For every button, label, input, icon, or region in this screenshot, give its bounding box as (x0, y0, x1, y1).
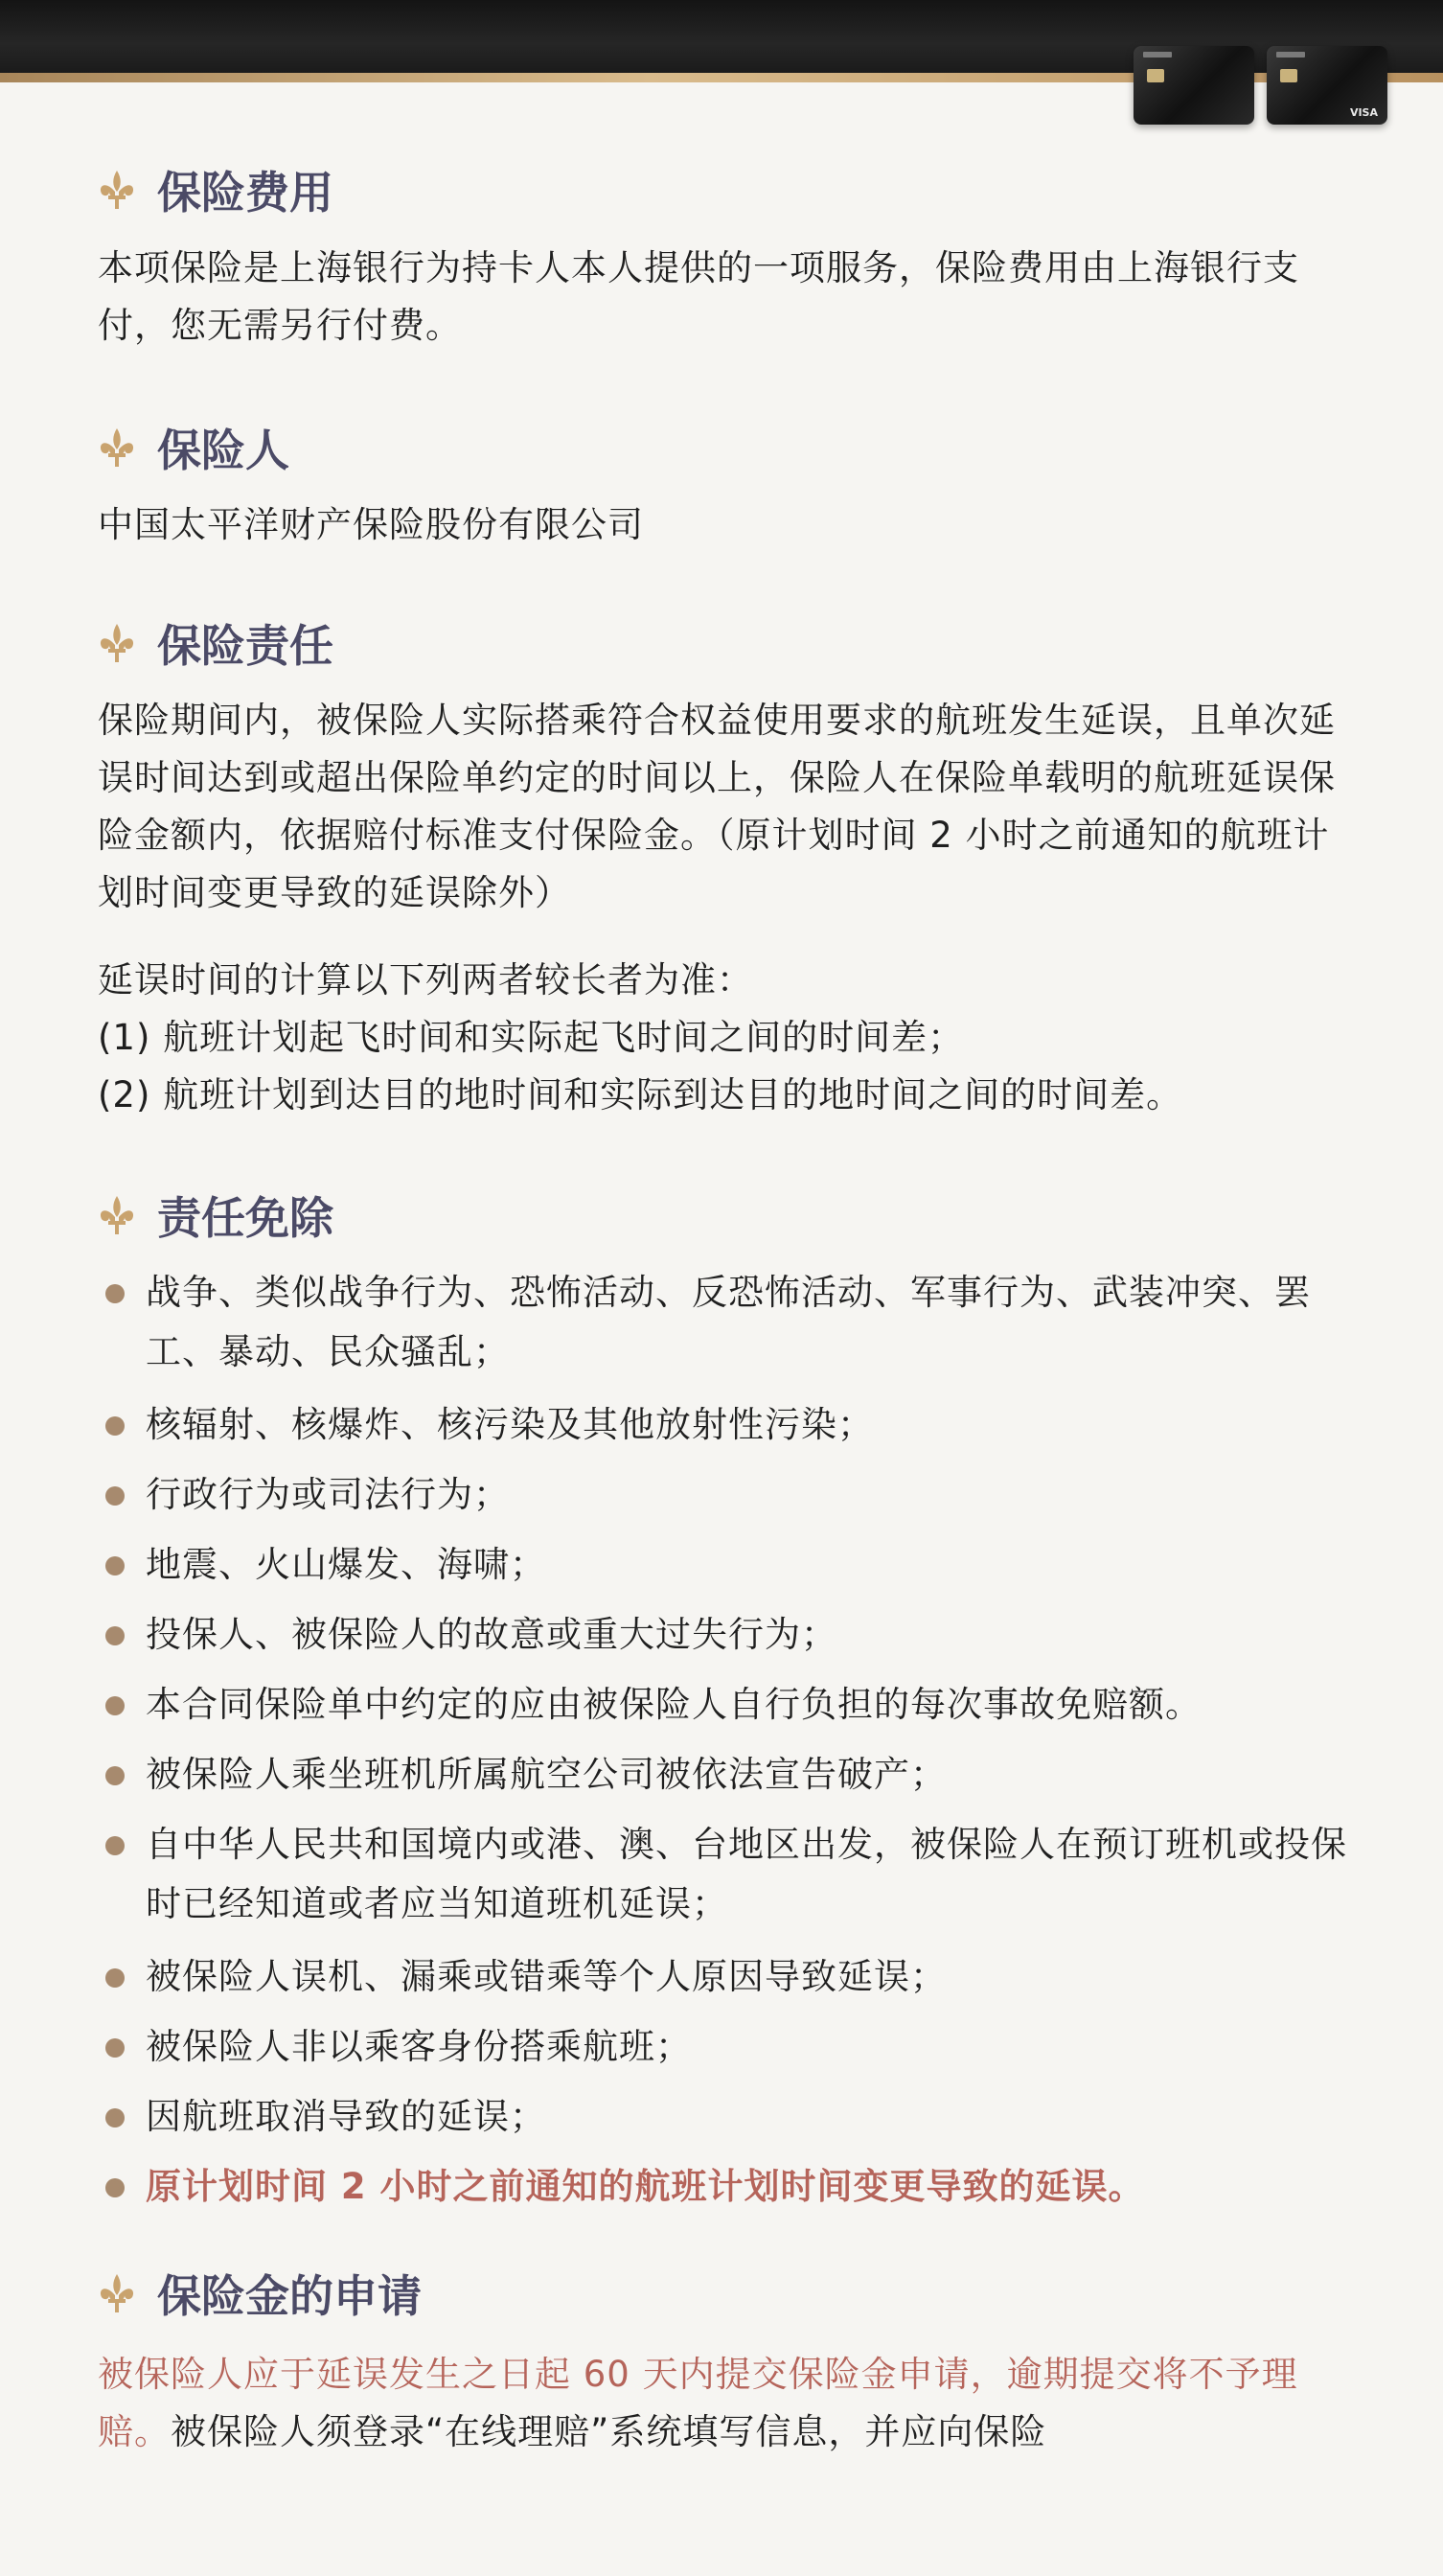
fleur-de-lis-icon (96, 1192, 138, 1238)
dot-icon (105, 1284, 125, 1303)
list-item: 被保险人非以乘客身份搭乘航班； (103, 2017, 1368, 2077)
bank-card-image-2 (1267, 46, 1387, 125)
list-item: 因航班取消导致的延误； (103, 2087, 1368, 2147)
dot-icon (105, 1556, 125, 1576)
dot-icon (105, 1626, 125, 1645)
section-title-text: 保险责任 (157, 620, 333, 672)
list-item: 行政行为或司法行为； (103, 1465, 1368, 1525)
bank-card-image-1 (1134, 46, 1254, 125)
section-title-liability (96, 611, 333, 675)
fleur-de-lis-icon (96, 167, 138, 213)
section-title-fee (96, 158, 333, 221)
claim-body-rest: 被保险人须登录“在线理赔”系统填写信息，并应向保险 (171, 2411, 1047, 2452)
list-item: 核辐射、核爆炸、核污染及其他放射性污染； (103, 1395, 1368, 1455)
liability-body: 保险期间内，被保险人实际搭乘符合权益使用要求的航班发生延误，且单次延误时间达到或超出保险单约定的时间以上，保险人在保险单载明的航班延误保险金额内，依据赔付标准支付保险金。（原计划时间 2 小时之前通知的航班计划时间变更导致的延误除外） (98, 700, 1336, 913)
claim-body-highlight: 被保险人应于延误发生之日起 60 天内提交保险金申请，逾期提交将不予理赔。 (98, 2354, 1298, 2452)
list-item: 被保险人误机、漏乘或错乘等个人原因导致延误； (103, 1947, 1368, 2007)
dot-icon (105, 1696, 125, 1715)
liability-calc-2: (2) 航班计划到达目的地时间和实际到达目的地时间之间的时间差。 (98, 1074, 1183, 1116)
list-item: 本合同保险单中约定的应由被保险人自行负担的每次事故免赔额。 (103, 1675, 1368, 1735)
dot-icon (105, 2178, 125, 2197)
section-title-text: 责任免除 (157, 1192, 333, 1244)
claim-body (98, 2346, 1363, 2461)
list-item: 被保险人乘坐班机所属航空公司被依法宣告破产； (103, 1745, 1368, 1805)
list-item: 自中华人民共和国境内或港、澳、台地区出发，被保险人在预订班机或投保时已经知道或者应当知道班机延误； (103, 1815, 1368, 1934)
dot-icon (105, 1968, 125, 1988)
dot-icon (105, 1416, 125, 1436)
dot-icon (105, 1486, 125, 1506)
fee-body: 本项保险是上海银行为持卡人本人提供的一项服务，保险费用由上海银行支付，您无需另行付费。 (98, 247, 1299, 346)
section-title-text: 保险人 (157, 425, 289, 476)
list-item: 原计划时间 2 小时之前通知的航班计划时间变更导致的延误。 (103, 2157, 1368, 2217)
liability-calc-1: (1) 航班计划起飞时间和实际起飞时间之间的时间差； (98, 1017, 965, 1058)
fleur-de-lis-icon (96, 620, 138, 666)
section-title-exclusions (96, 1184, 333, 1247)
dot-icon (105, 1836, 125, 1855)
section-title-text: 保险金的申请 (157, 2270, 422, 2322)
card-brand-label: VISA (1349, 106, 1378, 119)
list-item: 地震、火山爆发、海啸； (103, 1535, 1368, 1595)
liability-calc-intro: 延误时间的计算以下列两者较长者为准： (98, 959, 753, 1000)
fleur-de-lis-icon (96, 425, 138, 471)
insurer-body: 中国太平洋财产保险股份有限公司 (98, 504, 644, 545)
section-title-text: 保险费用 (157, 167, 333, 218)
fleur-de-lis-icon (96, 2270, 138, 2316)
section-title-insurer (96, 416, 289, 479)
list-item: 战争、类似战争行为、恐怖活动、反恐怖活动、军事行为、武装冲突、罢工、暴动、民众骚乱； (103, 1263, 1368, 1382)
dot-icon (105, 2038, 125, 2058)
list-item: 投保人、被保险人的故意或重大过失行为； (103, 1605, 1368, 1665)
dot-icon (105, 1766, 125, 1785)
dot-icon (105, 2108, 125, 2128)
section-title-claim (96, 2262, 422, 2325)
